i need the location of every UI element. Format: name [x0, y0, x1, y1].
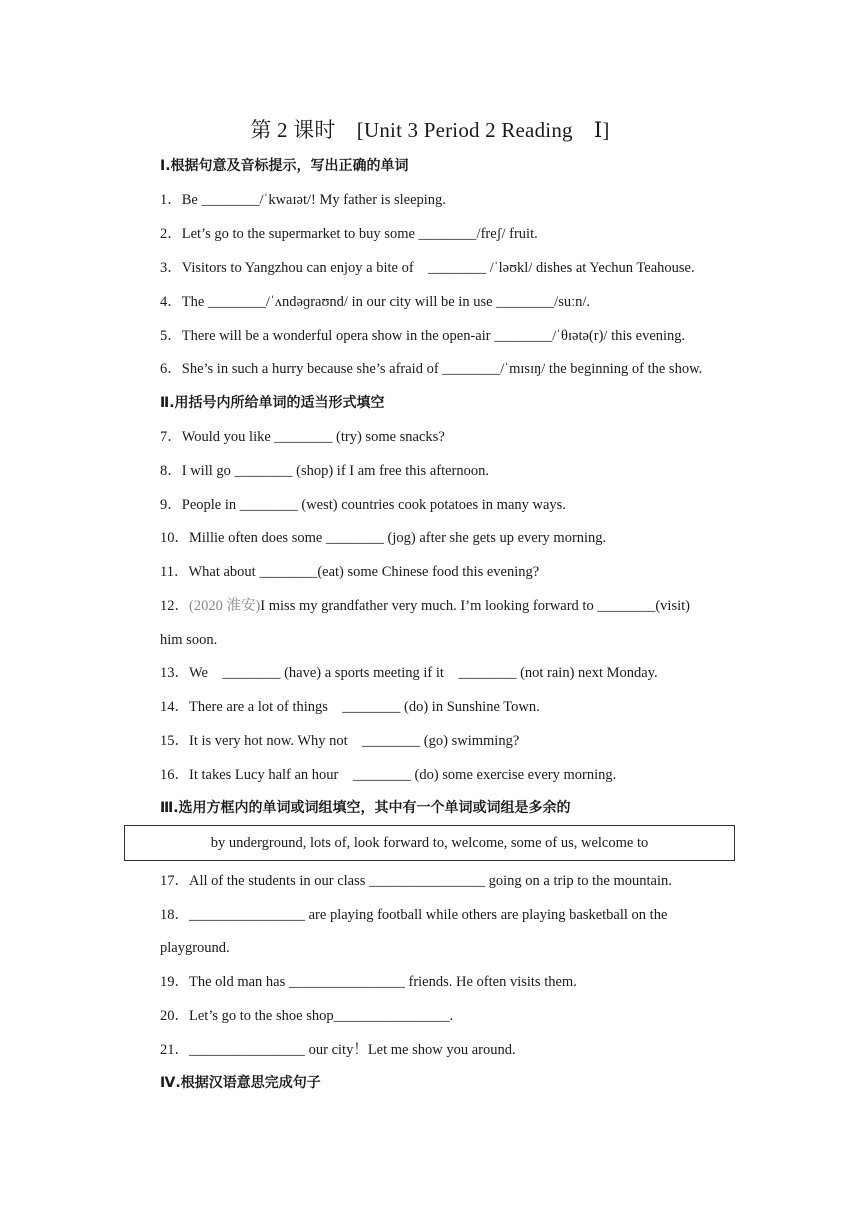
- question-18: 18．________________ are playing football while others are playing basketball on the: [160, 907, 668, 923]
- question-2: 2．Let’s go to the supermarket to buy some ________/freʃ/ fruit.: [160, 226, 538, 242]
- question-20: 20．Let’s go to the shoe shop________________.: [160, 1008, 454, 1024]
- section-heading-4: Ⅳ.根据汉语意思完成句子: [160, 1075, 321, 1091]
- question-6: 6．She’s in such a hurry because she’s afraid of ________/ˈmɪsɪŋ/ the beginning of the show.: [160, 361, 703, 377]
- question-4: 4．The ________/ˈʌndəɡraʊnd/ in our city will be in use ________/suːn/.: [160, 294, 591, 310]
- section-heading-3: Ⅲ.选用方框内的单词或词组填空，其中有一个单词或词组是多余的: [160, 800, 571, 816]
- question-12: [160, 596, 740, 616]
- question-1: 1．Be ________/ˈkwaɪət/! My father is sleeping.: [160, 192, 446, 208]
- question-16: 16．It takes Lucy half an hour ________ (do) some exercise every morning.: [160, 767, 617, 783]
- question-5: 5．There will be a wonderful opera show in the open-air ________/ˈθɪətə(r)/ this evening.: [160, 328, 686, 344]
- question-12-number: 12．: [160, 598, 189, 614]
- question-19: 19．The old man has ________________ friends. He often visits them.: [160, 974, 577, 990]
- question-8: 8．I will go ________ (shop) if I am free this afternoon.: [160, 463, 489, 479]
- question-12-text: I miss my grandfather very much. I’m looking forward to ________(visit): [260, 598, 690, 614]
- word-bank-box: by underground, lots of, look forward to, welcome, some of us, welcome to: [124, 825, 735, 861]
- section-heading-2: Ⅱ.用括号内所给单词的适当形式填空: [160, 395, 385, 411]
- section-heading-1: Ⅰ.根据句意及音标提示，写出正确的单词: [160, 158, 409, 174]
- question-12-source: (2020 淮安): [189, 598, 261, 614]
- question-17: 17．All of the students in our class ________________ going on a trip to the mountain.: [160, 873, 672, 889]
- page-title: 第 2 课时 [Unit 3 Period 2 Reading Ⅰ]: [250, 118, 610, 142]
- question-3: 3．Visitors to Yangzhou can enjoy a bite of ________ /ˈləʊkl/ dishes at Yechun Teahouse.: [160, 260, 695, 276]
- question-13: 13．We ________ (have) a sports meeting if it ________ (not rain) next Monday.: [160, 665, 658, 681]
- question-21: 21．________________ our city！Let me show you around.: [160, 1042, 516, 1058]
- question-14: 14．There are a lot of things ________ (do) in Sunshine Town.: [160, 699, 540, 715]
- question-9: 9．People in ________ (west) countries cook potatoes in many ways.: [160, 497, 566, 513]
- question-12-continuation: him soon.: [160, 632, 218, 648]
- question-11: 11．What about ________(eat) some Chinese food this evening?: [160, 564, 540, 580]
- question-10: 10．Millie often does some ________ (jog) after she gets up every morning.: [160, 530, 607, 546]
- question-7: 7．Would you like ________ (try) some snacks?: [160, 429, 445, 445]
- question-18-continuation: playground.: [160, 940, 230, 956]
- question-15: 15．It is very hot now. Why not ________ (go) swimming?: [160, 733, 520, 749]
